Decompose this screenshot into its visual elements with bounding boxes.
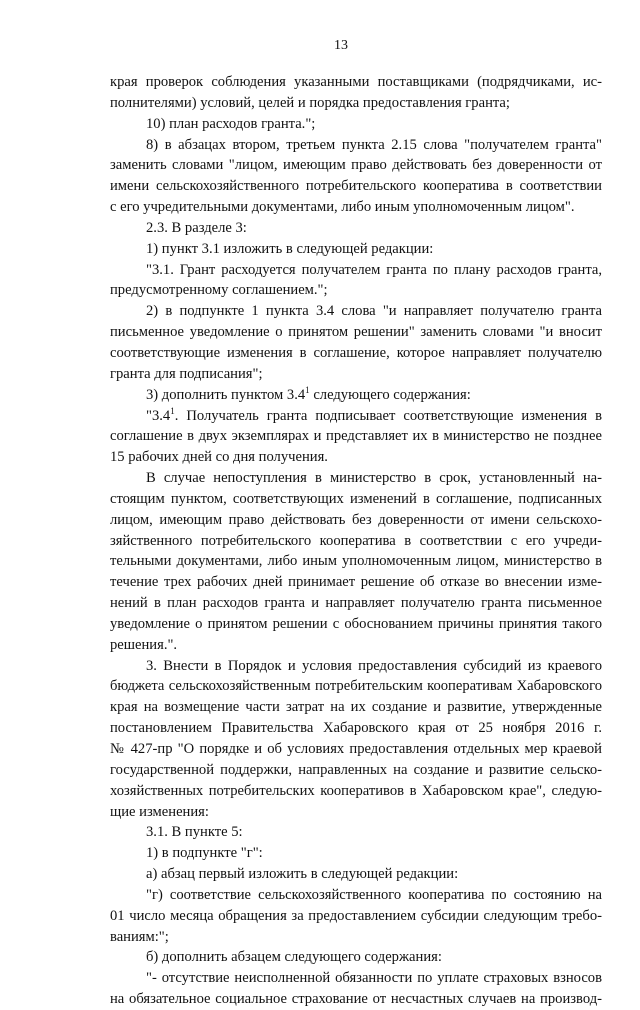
text-line	[110, 301, 602, 322]
text-line	[110, 385, 602, 406]
text-line	[110, 93, 602, 114]
line-text: "г) соответствие сельскохозяйственного кооператива по состоянию на	[146, 886, 602, 903]
line-text: уведомление о принятом решении с обоснованием причины принятия такого	[110, 615, 602, 632]
text-line	[110, 593, 602, 614]
page-number: 13	[334, 38, 348, 53]
line-text: края проверок соблюдения указанными поставщиками (подрядчиками, ис-	[110, 74, 602, 90]
text-line	[110, 656, 602, 677]
text-line	[110, 864, 602, 885]
line-text: лицом, имеющим право действовать без доверенности от имени сельскохо-	[110, 511, 602, 528]
text-line	[110, 718, 602, 739]
line-text: стоящим пунктом, соответствующих изменений в соглашение, подписанных	[110, 490, 602, 507]
text-line	[110, 343, 602, 364]
text-line	[110, 760, 602, 781]
text-line	[110, 968, 602, 989]
line-text: В случае непоступления в министерство в срок, установленный на-	[146, 470, 602, 487]
line-text: заменить словами "лицом, имеющим право действовать без доверенности от	[110, 157, 602, 174]
text-line	[110, 614, 602, 635]
line-text: 2.3. В разделе 3:	[146, 219, 247, 236]
text-line	[110, 802, 602, 823]
text-line	[110, 197, 602, 218]
line-text: края на возмещение части затрат на их создание и развитие, утвержденные	[110, 699, 602, 716]
text-line	[110, 843, 602, 864]
text-line	[110, 114, 602, 135]
line-text: 15 рабочих дней со дня получения.	[110, 449, 328, 466]
line-text: 2) в подпункте 1 пункта 3.4 слова "и направляет получателю гранта	[146, 303, 602, 320]
text-line	[110, 551, 602, 572]
line-text: 01 число месяца обращения за предоставлением субсидии следующим требо-	[110, 907, 602, 924]
text-line	[110, 989, 602, 1010]
line-text: 1) в подпункте "г":	[146, 845, 263, 862]
line-text: гранта для подписания";	[110, 365, 263, 382]
line-text: 3. Внести в Порядок и условия предоставления субсидий из краевого	[146, 657, 602, 674]
text-line	[110, 176, 602, 197]
text-line	[110, 468, 602, 489]
text-line	[110, 927, 602, 948]
line-text: б) дополнить абзацем следующего содержания:	[146, 949, 442, 966]
line-text: государственной поддержки, направленных на создание и развитие сельско-	[110, 761, 602, 778]
text-line	[110, 489, 602, 510]
line-text: предусмотренному соглашением.";	[110, 282, 328, 299]
text-line	[110, 426, 602, 447]
text-line	[110, 531, 602, 552]
line-text: на обязательное социальное страхование от несчастных случаев на производ-	[110, 991, 602, 1008]
text-line	[110, 322, 602, 343]
text-line	[110, 260, 602, 281]
line-text: постановлением Правительства Хабаровского края от 25 ноября 2016 г.	[110, 720, 602, 737]
text-line	[110, 947, 602, 968]
line-text: 10) план расходов гранта.";	[146, 115, 316, 132]
line-text: с его учредительными документами, либо иным уполномоченным лицом".	[110, 199, 575, 216]
text-line	[110, 447, 602, 468]
text-line	[110, 280, 602, 301]
text-line	[110, 572, 602, 593]
text-line	[110, 697, 602, 718]
text-line	[110, 635, 602, 656]
text-line	[110, 739, 602, 760]
line-text: № 427-пр "О порядке и об условиях предоставления отдельных мер краевой	[110, 741, 602, 757]
line-text-continued: следующего содержания:	[309, 386, 471, 403]
text-line	[110, 822, 602, 843]
line-text: ваниям:";	[110, 928, 169, 945]
text-line	[110, 510, 602, 531]
line-text: зяйственного потребительского кооператива в соответствии с его учреди-	[110, 532, 602, 549]
line-text: 3) дополнить пунктом 3.4	[146, 386, 306, 403]
text-line	[110, 885, 602, 906]
line-text: "3.4	[146, 407, 171, 424]
text-line	[110, 155, 602, 176]
line-text: "- отсутствие неисполненной обязанности по уплате страховых взносов	[146, 970, 602, 987]
line-text: а) абзац первый изложить в следующей редакции:	[146, 866, 459, 883]
line-text: письменное уведомление о принятом решении" заменить словами "и вносит	[110, 324, 602, 341]
line-text: имени сельскохозяйственного потребительского кооператива в соответствии	[110, 178, 602, 195]
text-line	[110, 364, 602, 385]
text-line	[110, 239, 602, 260]
line-text: бюджета сельскохозяйственным потребительским кооперативам Хабаровского	[110, 678, 602, 695]
line-text: 8) в абзацах втором, третьем пункта 2.15 слова "получателем гранта"	[146, 136, 602, 153]
document-body	[110, 72, 602, 1010]
line-text: щие изменения:	[110, 803, 209, 820]
line-text-continued: . Получатель гранта подписывает соответствующие изменения в	[174, 407, 602, 424]
line-text: соответствующие изменения в соглашение, которое направляет получателю	[110, 344, 602, 361]
text-line	[110, 676, 602, 697]
line-text: полнителями) условий, целей и порядка предоставления гранта;	[110, 94, 510, 111]
text-line	[110, 72, 602, 93]
line-text: нений в план расходов гранта и направляет получателю гранта письменное	[110, 595, 602, 612]
line-text: хозяйственных потребительских кооперативов в Хабаровском крае", следую-	[110, 782, 602, 799]
superscript: 1	[170, 405, 175, 416]
line-text: 1) пункт 3.1 изложить в следующей редакции:	[146, 240, 434, 257]
superscript: 1	[305, 384, 310, 395]
line-text: 3.1. В пункте 5:	[146, 824, 243, 841]
text-line	[110, 218, 602, 239]
text-line	[110, 781, 602, 802]
line-text: соглашение в двух экземплярах и представляет их в министерство не позднее	[110, 428, 602, 445]
text-line	[110, 406, 602, 427]
text-line	[110, 906, 602, 927]
line-text: "3.1. Грант расходуется получателем гранта по плану расходов гранта,	[146, 261, 602, 278]
line-text: течение трех рабочих дней принимает решение об отказе во внесении изме-	[110, 574, 602, 591]
line-text: решения.".	[110, 636, 178, 653]
text-line	[110, 135, 602, 156]
line-text: тельными документами, либо иным уполномоченным лицом, министерство в	[110, 553, 602, 570]
